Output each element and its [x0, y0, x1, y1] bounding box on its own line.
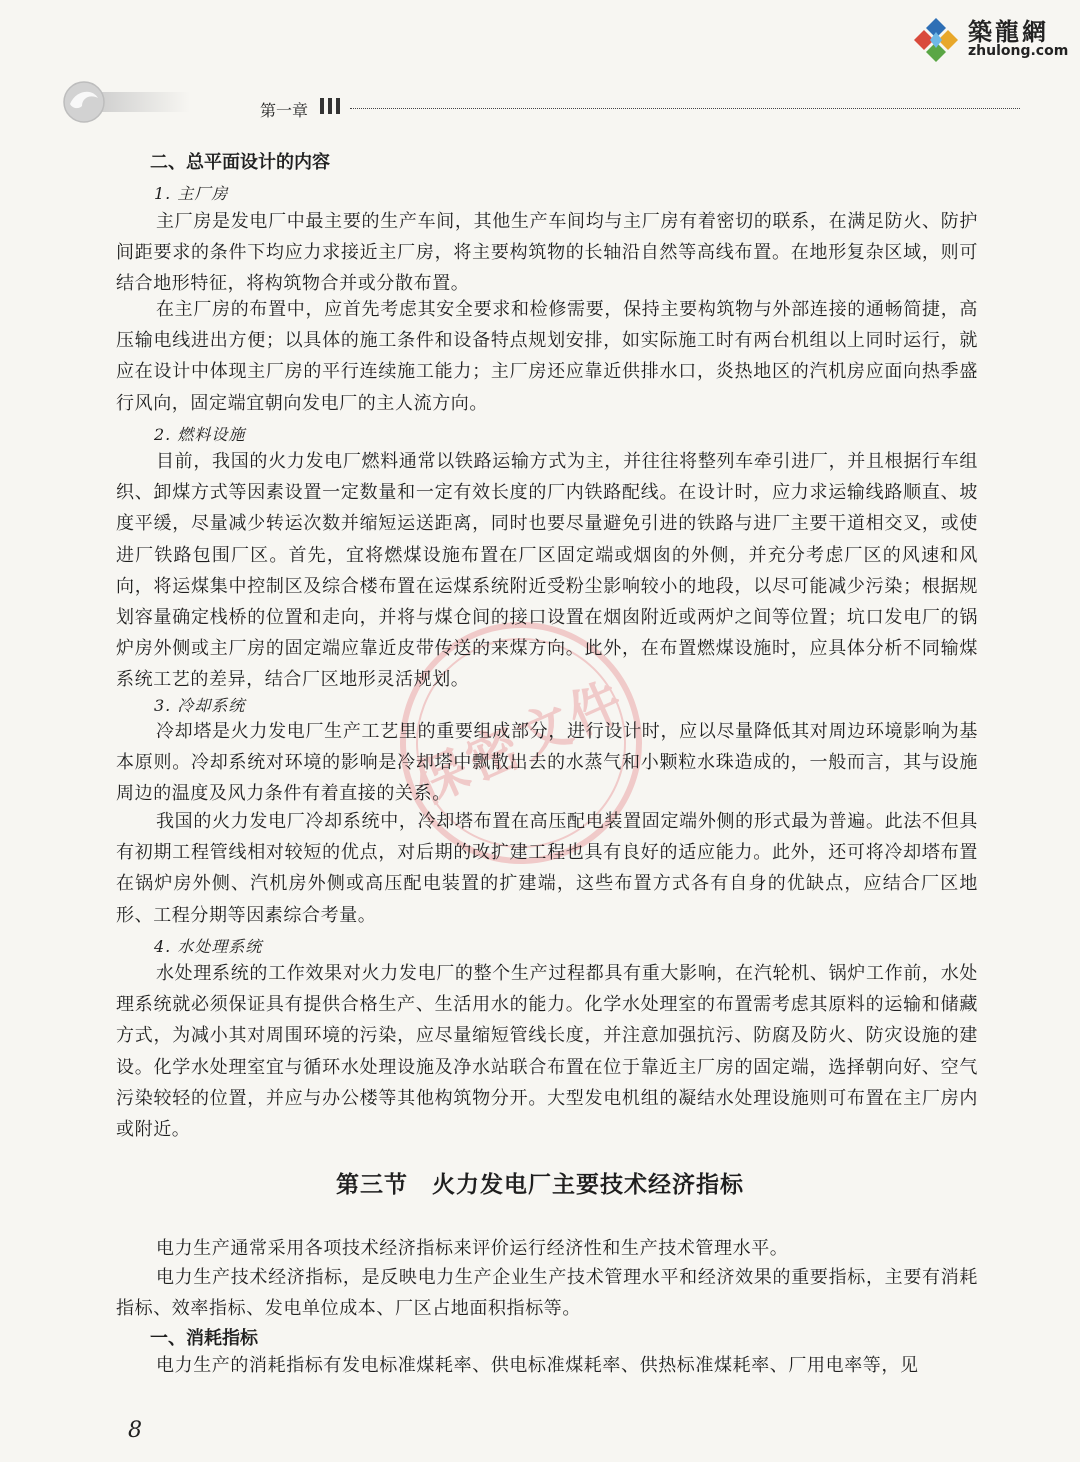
paragraph-main-building-2: 在主厂房的布置中，应首先考虑其安全要求和检修需要，保持主要构筑物与外部连接的通畅简捷，高压输电线进出方便；以具体的施工条件和设备特点规划安排，如实际施工时有两台机组以上同时运行，就应在设计中体现主厂房的平行连续施工能力；主厂房还应靠近供排水口，炎热地区的汽机房应面向热季盛行风向，固定端宜朝向发电厂的主人流方向。 [116, 299, 978, 414]
paragraph-cooling-system-1: 冷却塔是火力发电厂生产工艺里的重要组成部分，进行设计时，应以尽量降低其对周边环境影响为基本原则。冷却系统对环境的影响是冷却塔中飘散出去的水蒸气和小颗粒水珠造成的，一般而言，其与设施周边的温度及风力条件有着直接的关系。 [116, 721, 978, 805]
paragraph-indicators-intro: 电力生产通常采用各项技术经济指标来评价运行经济性和生产技术管理水平。 [156, 1238, 789, 1259]
watermark-url: zhulong.com [968, 43, 1069, 59]
subheading-water-treatment: 4. 水处理系统 [154, 937, 263, 956]
subheading-fuel-facilities: 2. 燃料设施 [154, 425, 246, 444]
paragraph-indicators-definition: 电力生产技术经济指标，是反映电力生产企业生产技术管理水平和经济效果的重要指标，主要有消耗指标、效率指标、发电单位成本、厂区占地面积指标等。 [116, 1267, 978, 1320]
paragraph-cooling-system-2: 我国的火力发电厂冷却系统中，冷却塔布置在高压配电装置固定端外侧的形式最为普遍。此法不但具有初期工程管线相对较短的优点，对后期的改扩建工程也具有良好的适应能力。此外，还可将冷却塔布置在锅炉房外侧、汽机房外侧或高压配电装置的扩建端，这些布置方式各有自身的优缺点，应结合厂区地形、工程分期等因素综合考量。 [116, 811, 978, 926]
paragraph-water-treatment: 水处理系统的工作效果对火力发电厂的整个生产过程都具有重大影响，在汽轮机、锅炉工作前，水处理系统就必须保证具有提供合格生产、生活用水的能力。化学水处理室的布置需考虑其原料的运输和储藏方式，为减小其对周围环境的污染，应尽量缩短管线长度，并注意加强抗污、防腐及防火、防灾设施的建设。化学水处理室宜与循环水处理设施及净水站联合布置在位于靠近主厂房的固定端，选择朝向好、空气污染较轻的位置，并应与办公楼等其他构筑物分开。大型发电机组的凝结水处理设施则可布置在主厂房内或附近。 [116, 963, 978, 1141]
heading-design-contents: 二、总平面设计的内容 [150, 152, 330, 173]
section-title-tech-indicators: 第三节 火力发电厂主要技术经济指标 [336, 1171, 744, 1198]
heading-consumption-indicators: 一、消耗指标 [150, 1328, 258, 1349]
chapter-label: 第一章 [260, 101, 309, 120]
page-number: 8 [128, 1418, 142, 1443]
stamp-text: 保密文件 [406, 669, 636, 816]
watermark-name: 築龍網 [968, 17, 1049, 46]
paragraph-consumption-indicators: 电力生产的消耗指标有发电标准煤耗率、供电标准煤耗率、供热标准煤耗率、厂用电率等，见 [156, 1355, 919, 1376]
subheading-main-building: 1. 主厂房 [154, 184, 229, 203]
paragraph-fuel-facilities: 目前，我国的火力发电厂燃料通常以铁路运输方式为主，并往往将整列车牵引进厂，并且根据行车组织、卸煤方式等因素设置一定数量和一定有效长度的厂内铁路配线。在设计时，应力求运输线路顺直、坡度平缓，尽量减少转运次数并缩短运送距离，同时也要尽量避免引进的铁路与进厂主要干道相交叉，或使进厂铁路包围厂区。首先，宜将燃煤设施布置在厂区固定端或烟囱的外侧，并充分考虑厂区的风速和风向，将运煤集中控制区及综合楼布置在运煤系统附近受粉尘影响较小的地段，以尽可能减少污染；根据规划容量确定栈桥的位置和走向，并将与煤仓间的接口设置在烟囱附近或两炉之间等位置；坑口发电厂的锅炉房外侧或主厂房的固定端应靠近皮带传送的来煤方向。此外，在布置燃煤设施时，应具体分析不同输煤系统工艺的差异，结合厂区地形灵活规划。 [116, 451, 978, 691]
subheading-cooling-system: 3. 冷却系统 [154, 696, 246, 715]
paragraph-main-building-1: 主厂房是发电厂中最主要的生产车间，其他生产车间均与主厂房有着密切的联系，在满足防火、防护间距要求的条件下均应力求接近主厂房，将主要构筑物的长轴沿自然等高线布置。在地形复杂区域，则可结合地形特征，将构筑物合并或分散布置。 [116, 211, 978, 295]
